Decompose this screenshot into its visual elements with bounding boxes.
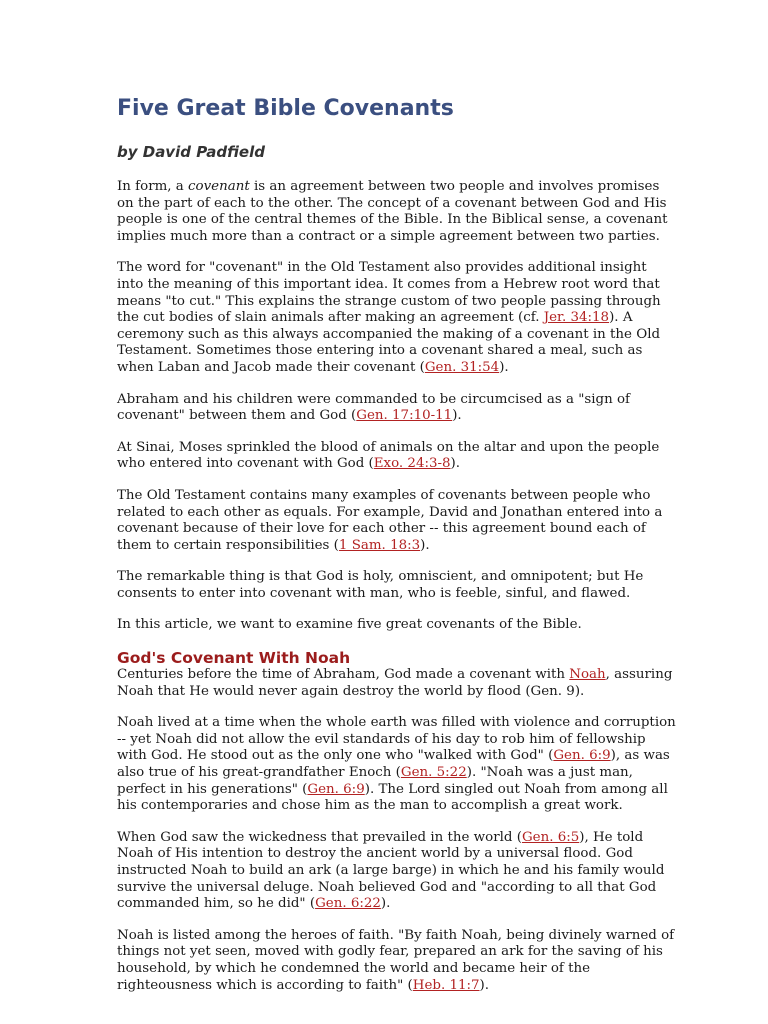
paragraph — [117, 179, 668, 245]
text-run: The remarkable thing is that God is holy, omniscient, and omnipotent; but He — [117, 569, 644, 585]
text-line — [117, 569, 653, 586]
text-line — [117, 781, 668, 799]
text-run: people is one of the central themes of the Bible. In the Biblical sense, a covenant — [117, 212, 668, 228]
author-byline: by David Padfield — [117, 143, 265, 161]
text-run: when Laban and Jacob made their covenant ( — [117, 359, 425, 375]
text-run: means "to cut." This explains the strange custom of two people passing through — [117, 293, 661, 309]
paragraph — [117, 569, 653, 602]
text-line — [117, 715, 676, 732]
text-run: instructed Noah to build an ark (a large barge) in which he and his family would — [117, 863, 665, 878]
paragraph — [117, 392, 653, 425]
text-line — [117, 343, 653, 360]
text-run: is an agreement between two people and involves promises — [249, 179, 660, 194]
scripture-reference-link[interactable]: Gen. 6:22 — [315, 896, 381, 912]
text-run: ). "Noah was a just man, — [466, 765, 633, 781]
text-line — [117, 684, 653, 701]
text-line — [117, 667, 673, 684]
text-run: ), He told — [579, 829, 644, 845]
text-line — [117, 961, 653, 978]
article-body — [117, 179, 676, 1009]
text-run: Abraham and his children were commanded to be circumcised as a "sign of — [117, 391, 630, 407]
text-run: with God. He stood out as the only one who "walked with God" ( — [117, 748, 554, 764]
text-run: ). — [499, 359, 509, 375]
text-line — [117, 944, 663, 961]
text-run: ). — [380, 896, 391, 912]
text-run: consents to enter into covenant with man, who is feeble, sinful, and flawed. — [117, 585, 631, 601]
text-line — [117, 179, 660, 196]
text-run: In form, a — [117, 179, 189, 194]
text-run: survive the universal deluge. Noah believed God and "according to all that God — [117, 879, 657, 895]
text-line — [117, 488, 653, 505]
scripture-reference-link[interactable]: Gen. 5:22 — [400, 765, 467, 781]
text-run: ). A — [609, 310, 633, 326]
paragraph — [117, 617, 653, 634]
text-line — [117, 896, 653, 913]
text-run: ). — [420, 537, 430, 553]
text-run: ). — [479, 977, 490, 993]
text-line — [117, 521, 653, 538]
text-line — [117, 228, 660, 246]
text-run: Noah lived at a time when the whole earth was filled with violence and corruption — [117, 715, 676, 731]
text-run: who entered into covenant with God ( — [117, 456, 374, 472]
text-line — [117, 617, 653, 634]
text-line — [117, 212, 668, 229]
text-run: In this article, we want to examine five great covenants of the Bible. — [117, 617, 582, 633]
paragraph — [117, 667, 673, 700]
text-line — [117, 586, 653, 603]
text-run: , assuring — [605, 667, 673, 683]
text-line — [117, 879, 657, 897]
text-run: the cut bodies of slain animals after making an agreement (cf. — [117, 310, 544, 326]
text-run: also true of his great-grandfather Enoch ( — [117, 765, 401, 781]
text-run: ). — [450, 456, 461, 472]
text-line — [117, 392, 653, 409]
text-run: ). The Lord singled out Noah from among all — [364, 781, 668, 797]
text-run: -- yet Noah did not allow the evil standards of his day to rob him of fellowship — [117, 731, 646, 747]
text-run: them to certain responsibilities ( — [117, 537, 339, 553]
text-run: ). — [452, 408, 462, 424]
text-run: ceremony such as this always accompanied the making of a covenant in the Old — [117, 326, 661, 342]
scripture-reference-link[interactable]: Heb. 11:7 — [412, 977, 480, 993]
text-line — [117, 408, 653, 425]
scripture-reference-link[interactable]: Gen. 17:10-11 — [356, 408, 453, 424]
text-line — [117, 276, 660, 294]
text-line — [117, 863, 665, 880]
text-line — [117, 504, 663, 522]
text-line — [117, 310, 653, 327]
text-run: Centuries before the time of Abraham, God made a covenant with — [117, 667, 570, 683]
text-line — [117, 439, 660, 457]
text-line — [117, 798, 653, 815]
text-line — [117, 846, 653, 863]
text-line — [117, 456, 653, 473]
text-run: commanded him, so he did" ( — [117, 896, 316, 912]
scripture-reference-link[interactable]: Gen. 6:5 — [521, 829, 580, 845]
text-run: on the part of each to the other. The concept of a covenant between God and His — [117, 195, 667, 211]
text-run: Noah that He would never again destroy the world by flood (Gen. 9). — [117, 683, 585, 699]
text-run: At Sinai, Moses sprinkled the blood of animals on the altar and upon the people — [117, 439, 660, 455]
text-line — [117, 293, 661, 311]
text-line — [117, 732, 653, 749]
paragraph — [117, 260, 661, 376]
paragraph — [117, 439, 660, 473]
text-line — [117, 260, 653, 277]
text-run: covenant" between them and God ( — [117, 408, 357, 424]
emphasized-term: covenant — [188, 179, 250, 194]
text-run: covenant because of their love for each other -- this agreement bound each of — [117, 521, 646, 537]
scripture-reference-link[interactable]: Gen. 31:54 — [424, 359, 500, 375]
text-run: things not yet seen, moved with godly fear, prepared an ark for the saving of his — [117, 944, 663, 960]
text-line — [117, 326, 661, 344]
paragraph — [117, 927, 675, 994]
text-run: ), as was — [610, 748, 670, 764]
paragraph — [117, 829, 665, 913]
text-line — [117, 195, 667, 213]
scripture-reference-link[interactable]: Exo. 24:3-8 — [373, 456, 451, 472]
text-run: When God saw the wickedness that prevailed in the world ( — [117, 829, 522, 845]
text-run: perfect in his generations" ( — [117, 781, 308, 797]
text-line — [117, 360, 653, 377]
text-line — [117, 538, 653, 555]
text-run: The word for "covenant" in the Old Testament also provides additional insight — [117, 260, 647, 276]
text-run: Noah is listed among the heroes of faith. "By faith Noah, being divinely warned of — [117, 927, 675, 943]
text-run: Noah of His intention to destroy the ancient world by a universal flood. God — [117, 846, 633, 862]
paragraph — [117, 487, 663, 554]
scripture-reference-link[interactable]: Noah — [569, 667, 606, 683]
text-line — [117, 748, 670, 765]
scripture-reference-link[interactable]: 1 Sam. 18:3 — [338, 537, 421, 553]
text-run: related to each other as equals. For example, David and Jonathan entered into a — [117, 504, 663, 520]
text-run: The Old Testament contains many examples of covenants between people who — [117, 487, 651, 503]
scripture-reference-link[interactable]: Jer. 34:18 — [543, 310, 610, 326]
text-line — [117, 765, 653, 782]
scripture-reference-link[interactable]: Gen. 6:9 — [307, 781, 365, 797]
text-line — [117, 978, 653, 995]
scripture-reference-link[interactable]: Gen. 6:9 — [553, 748, 611, 764]
text-line — [117, 927, 675, 945]
text-run: Testament. Sometimes those entering into a covenant shared a meal, such as — [117, 343, 643, 359]
text-run: his contemporaries and chose him as the man to accomplish a great work. — [117, 798, 623, 814]
text-run: into the meaning of this important idea. It comes from a Hebrew root word that — [117, 276, 660, 292]
document-title: Five Great Bible Covenants — [117, 96, 454, 121]
text-run: household, by which he condemned the world and became heir of the — [117, 960, 591, 976]
text-run: implies much more than a contract or a simple agreement between two parties. — [117, 228, 660, 244]
text-run: righteousness which is according to faith" ( — [117, 977, 413, 993]
paragraph — [117, 715, 676, 815]
text-line — [117, 830, 653, 847]
section-heading: God's Covenant With Noah — [117, 649, 351, 668]
